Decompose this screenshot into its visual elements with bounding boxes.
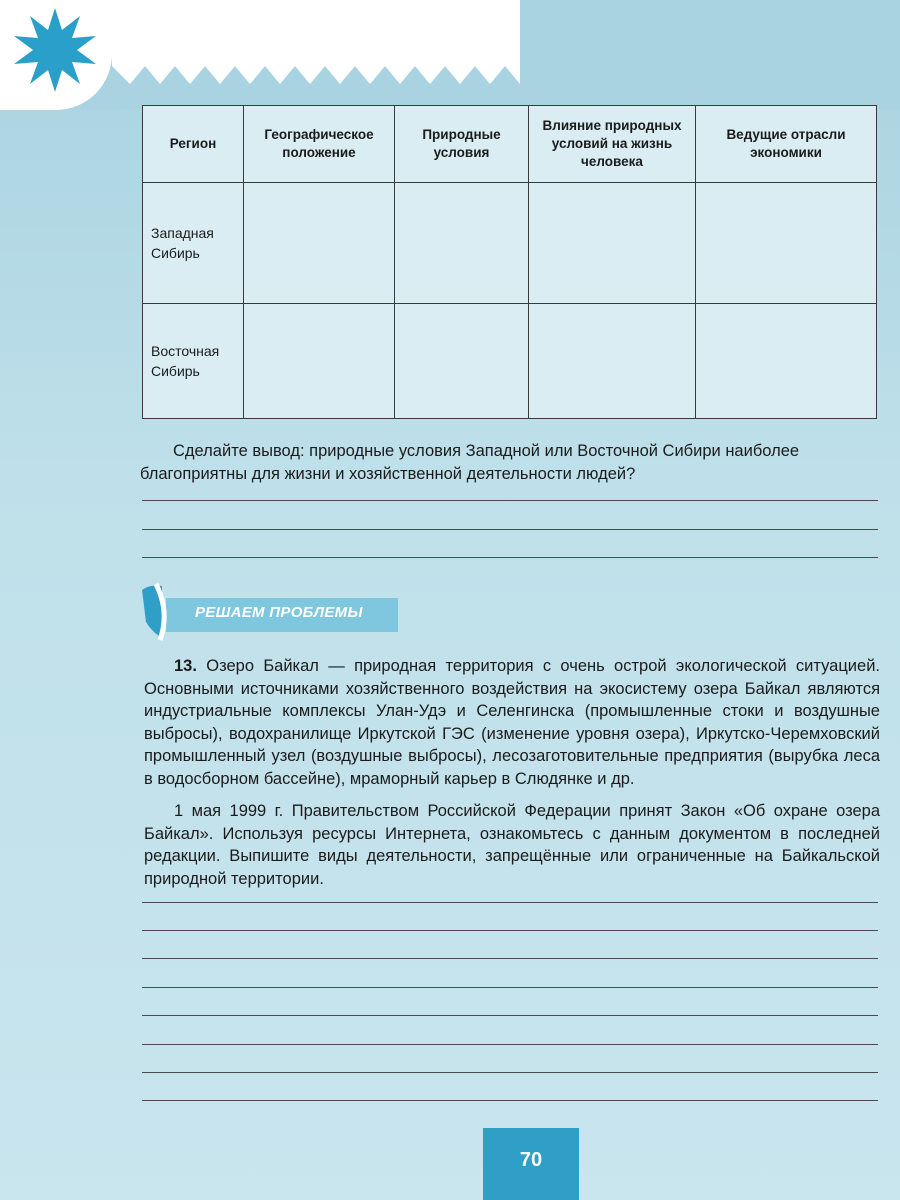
star-badge (0, 0, 112, 110)
table-row (143, 304, 877, 419)
answer-line[interactable] (142, 500, 878, 501)
header-influence: Влияние природных условий на жизнь человека (529, 106, 696, 183)
answer-cell[interactable] (244, 183, 395, 304)
answer-line[interactable] (142, 902, 878, 903)
answer-line[interactable] (142, 1044, 878, 1045)
answer-line[interactable] (142, 1015, 878, 1016)
regions-table (142, 105, 877, 419)
header-decoration (0, 0, 900, 110)
task-text: Озеро Байкал — природная территория с очень острой экологической ситуацией. Основными источниками хозяйственного воздействия на экосистему озера Байкал являются индустриальные комплексы Улан-Удэ и Селенгинска (промышленные стоки и воздушные выбросы), водохранилище Иркутской ГЭС (изменение уровня озера), Иркутско-Черемховский промышленный узел (воздушные выбросы), лесозаготовительные предприятия (вырубка леса в водосборном бассейне), мраморный карьер в Слюдянке и др. (144, 657, 880, 788)
star-icon (10, 6, 100, 96)
region-cell: Восточная Сибирь (143, 304, 244, 419)
answer-line[interactable] (142, 1072, 878, 1073)
task-13-instruction: 1 мая 1999 г. Правительством Российской Федерации принят Закон «Об охране озера Байкал». Используя ресурсы Интернета, ознакомьтесь с данным документом в последней редакции. Выпишите виды деятельности, запрещённые или ограниченные на Байкальской природной территории. (144, 802, 880, 888)
answer-line[interactable] (142, 987, 878, 988)
header-geo-position: Географическое положение (244, 106, 395, 183)
answer-cell[interactable] (395, 183, 529, 304)
task-13-paragraph (144, 655, 880, 790)
answer-cell[interactable] (696, 304, 877, 419)
section-title: РЕШАЕМ ПРОБЛЕМЫ (195, 604, 363, 621)
region-cell: Западная Сибирь (143, 183, 244, 304)
answer-line[interactable] (142, 557, 878, 558)
answer-cell[interactable] (529, 183, 696, 304)
answer-line[interactable] (142, 930, 878, 931)
page-number: 70 (483, 1128, 579, 1200)
answer-cell[interactable] (696, 183, 877, 304)
header-economy: Ведущие отрасли экономики (696, 106, 877, 183)
header-natural-conditions: Природные условия (395, 106, 529, 183)
answer-line[interactable] (142, 529, 878, 530)
conclusion-question: Сделайте вывод: природные условия Западной или Восточной Сибири наиболее благоприятны для жизни и хозяйственной деятельности людей? (140, 442, 800, 483)
answer-cell[interactable] (395, 304, 529, 419)
answer-line[interactable] (142, 958, 878, 959)
task-number: 13. (174, 657, 197, 675)
table-row (143, 183, 877, 304)
answer-cell[interactable] (529, 304, 696, 419)
answer-line[interactable] (142, 1100, 878, 1101)
header-region: Регион (143, 106, 244, 183)
answer-cell[interactable] (244, 304, 395, 419)
